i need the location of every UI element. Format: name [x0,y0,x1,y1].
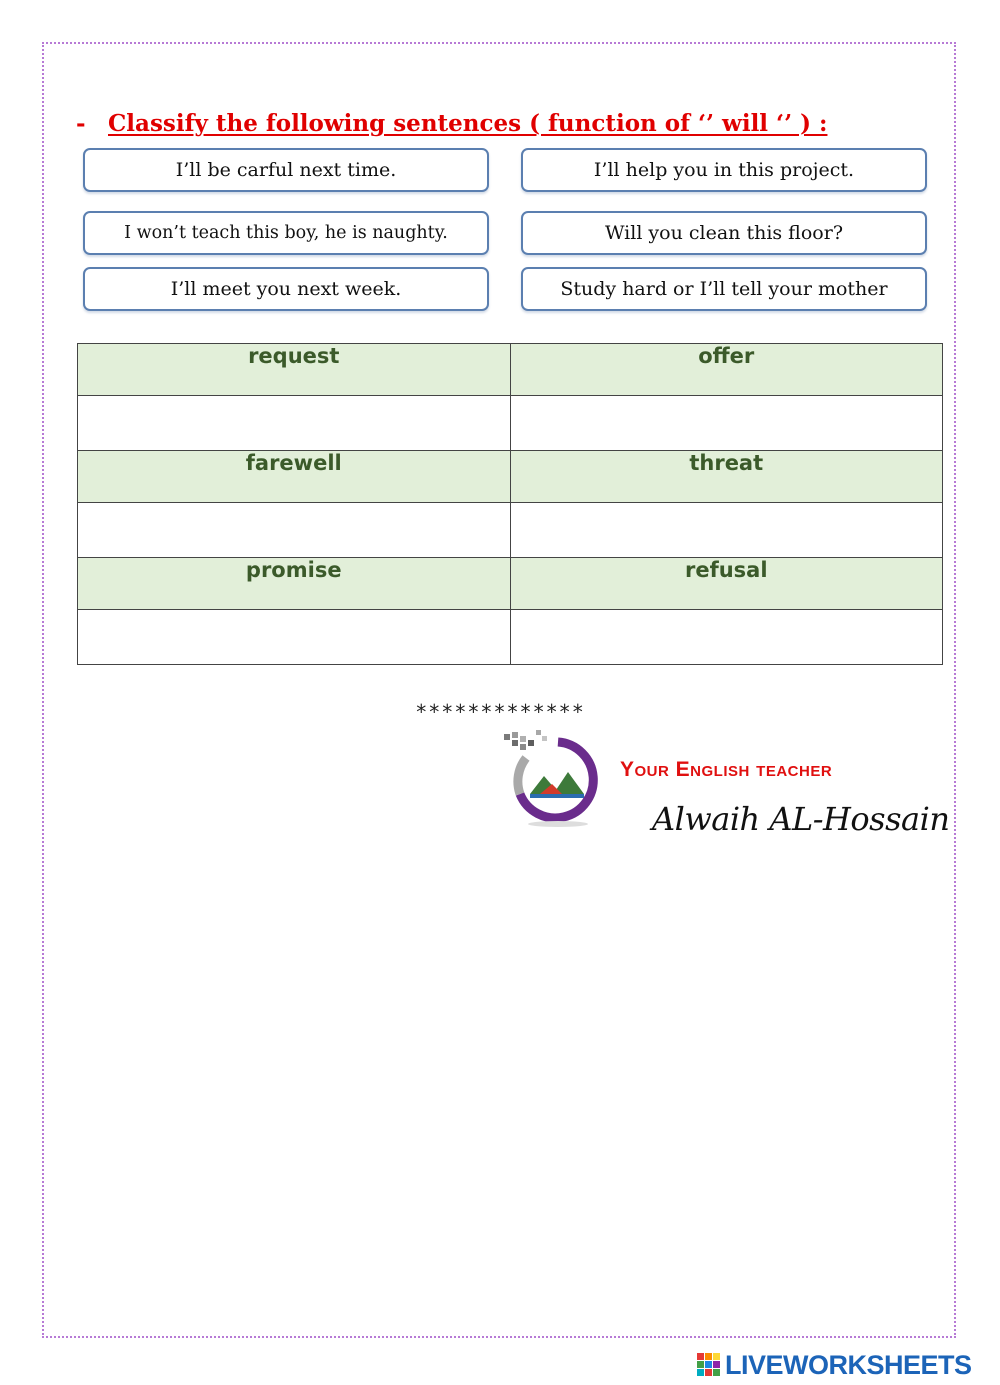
drop-zone-refusal[interactable] [510,610,943,665]
table-row [78,344,943,396]
drop-zone-threat[interactable] [510,503,943,558]
brand-name: LIVEWORKSHEETS [725,1349,972,1380]
sentence-card[interactable] [83,267,489,311]
sentence-text: I’ll meet you next week. [170,278,402,300]
teacher-logo-icon [500,728,608,832]
sentence-text: I won’t teach this boy, he is naughty. [124,223,448,243]
category-header-refusal: refusal [510,558,943,610]
table-row [78,396,943,451]
heading-text: Classify the following sentences ( function of ‘’ will ‘’ ) : [108,110,828,137]
category-header-promise: promise [78,558,511,610]
liveworksheets-brand[interactable] [697,1350,972,1380]
table-row [78,503,943,558]
teacher-title: Your English teacher [620,758,833,781]
sentence-text: Will you clean this floor? [604,222,844,244]
drop-zone-offer[interactable] [510,396,943,451]
category-header-farewell: farewell [78,451,511,503]
liveworksheets-logo-icon [697,1353,721,1377]
table-row [78,451,943,503]
teacher-name: Alwaih AL-Hossain [652,800,950,838]
category-header-threat: threat [510,451,943,503]
sentence-card[interactable] [521,211,927,255]
category-header-offer: offer [510,344,943,396]
sentence-text: I’ll help you in this project. [593,159,855,181]
drop-zone-request[interactable] [78,396,511,451]
category-header-request: request [78,344,511,396]
drop-zone-farewell[interactable] [78,503,511,558]
table-row [78,558,943,610]
heading-dash: - [76,110,86,137]
drop-zone-promise[interactable] [78,610,511,665]
sentence-card[interactable] [521,148,927,192]
sentence-card[interactable] [521,267,927,311]
sentence-text: I’ll be carful next time. [175,159,397,181]
classification-table [77,343,943,665]
table-row [78,610,943,665]
separator-stars: ************* [415,700,585,724]
sentence-text: Study hard or I’ll tell your mother [560,278,888,300]
instruction-heading [76,110,827,137]
sentence-card[interactable] [83,211,489,255]
sentence-card[interactable] [83,148,489,192]
